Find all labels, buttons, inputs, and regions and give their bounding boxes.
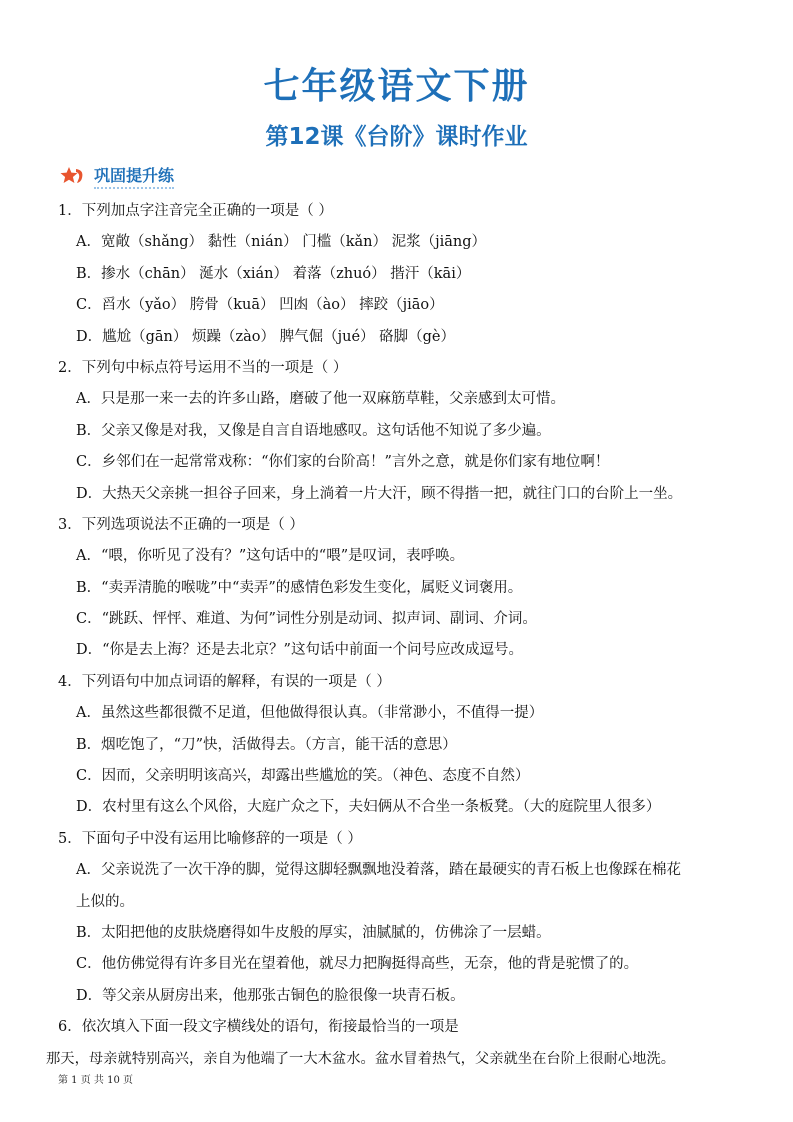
option-a: A．虽然这些都很微不足道，但他做得很认真。（非常渺小，不值得一提） [76,705,544,722]
option-a: A．只是那一来一去的许多山路，磨破了他一双麻筋草鞋，父亲感到太可惜。 [76,391,565,408]
option-b: B．父亲又像是对我，又像是自言自语地感叹。这句话他不知说了多少遍。 [76,422,551,439]
passage-text: 那天，母亲就特别高兴，亲自为他端了一大木盆水。盆水冒着热气，父亲就坐在台阶上很耐心地洗。 [46,1050,676,1067]
option-c: C．“跳跃、怦怦、难道、为何”词性分别是动词、拟声词、副词、介词。 [76,611,537,628]
option-c: C．舀水（yǎo） 胯骨（kuā） 凹凼（ào） 摔跤（jiāo） [76,297,444,314]
question-stem: 5．下面句子中没有运用比喻修辞的一项是（ ） [58,830,362,847]
option-d: D．尴尬（gān） 烦躁（zào） 脾气倔（jué） 硌脚（gè） [76,328,456,345]
section-header [60,163,174,189]
option-b: B．太阳把他的皮肤烧磨得如牛皮般的厚实，油腻腻的，仿佛涂了一层蜡。 [76,924,551,941]
lesson-subtitle: 第12课《台阶》课时作业 [265,124,528,150]
option-b: B．“卖弄清脆的喉咙”中“卖弄”的感情色彩发生变化，属贬义词褒用。 [76,579,523,596]
option-a-continuation: 上似的。 [76,893,134,910]
option-a: A．父亲说洗了一次干净的脚，觉得这脚轻飘飘地没着落，踏在最硬实的青石板上也像踩在棉花 [76,862,681,879]
question-stem: 1．下列加点字注音完全正确的一项是（ ） [58,203,333,219]
star-ribbon-icon [60,166,86,186]
option-d: D．“你是去上海？还是去北京？”这句话中前面一个问号应改成逗号。 [76,642,523,659]
question-stem: 2．下列句中标点符号运用不当的一项是（ ） [58,359,348,376]
option-c: C．因而，父亲明明该高兴，却露出些尴尬的笑。（神色、态度不自然） [76,768,530,785]
page-footer: 第 1 页 共 10 页 [58,1075,133,1086]
question-stem: 4．下列语句中加点词语的解释，有误的一项是（ ） [58,673,391,690]
option-d: D．大热天父亲挑一担谷子回来，身上淌着一片大汗，顾不得揩一把，就往门口的台阶上一坐。 [76,485,683,502]
section-label: 巩固提升练 [94,163,174,189]
option-c: C．乡邻们在一起常常戏称：“你们家的台阶高！”言外之意，就是你们家有地位啊！ [76,454,610,471]
option-a: A．宽敞（shǎng） 黏性（nián） 门槛（kǎn） 泥浆（jiāng） [76,234,486,251]
question-stem: 3．下列选项说法不正确的一项是（ ） [58,516,304,533]
option-d: D．等父亲从厨房出来，他那张古铜色的脸很像一块青石板。 [76,987,465,1004]
question-list [46,196,748,1075]
option-b: B．烟吃饱了，“刀”快，活做得去。（方言，能干活的意思） [76,736,457,753]
option-c: C．他仿佛觉得有许多目光在望着他，就尽力把胸挺得高些，无奈，他的背是驼惯了的。 [76,956,639,973]
page-title: 七年级语文下册 [263,66,530,107]
option-d: D．农村里有这么个风俗，大庭广众之下，夫妇俩从不合坐一条板凳。（大的庭院里人很多） [76,799,661,816]
option-b: B．掺水（chān） 涎水（xián） 着落（zhuó） 揩汗（kāi） [76,265,471,282]
option-a: A．“喂，你听见了没有？”这句话中的“喂”是叹词，表呼唤。 [76,548,465,565]
question-stem: 6．依次填入下面一段文字横线处的语句，衔接最恰当的一项是 [58,1019,459,1036]
